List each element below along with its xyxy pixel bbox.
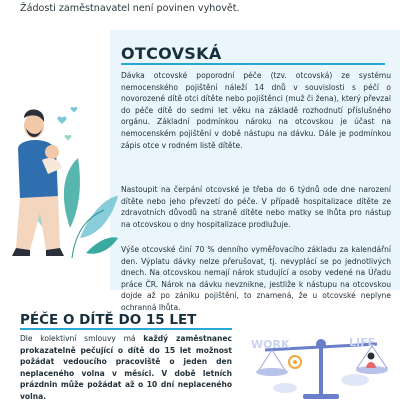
- work-life-balance-illustration: [245, 332, 400, 400]
- pece-title: PÉČE O DÍTĚ DO 15 LET: [20, 312, 197, 328]
- otcovska-title: OTCOVSKÁ: [121, 44, 222, 63]
- otcovska-paragraph-3: Výše otcovské činí 70 % denního vyměřovacího základu za kalendářní den. Výplatu dávky nelze přerušovat, tj. nevyplácí se po jednotlivých dnech. Na otcovskou nemají nárok studující a osoby vedené na Úřadu práce ČR. Nárok na dávku nevznikne, jestliže k nástupu na otcovskou dojde až po zániku pojištění, to znamená, že u otcovské neplyne ochranná lhůta.: [121, 245, 391, 312]
- pece-bold-2: V době letních prázdnin může požádat až o 10 dní neplaceného volna.: [20, 368, 232, 401]
- pece-paragraph: [20, 333, 232, 402]
- pece-title-underline: [20, 328, 232, 330]
- otcovska-paragraph-2: Nastoupit na čerpání otcovské je třeba do 6 týdnů ode dne narození dítěte nebo jeho převzetí do péče. V případě hospitalizace dítěte ze zdravotních důvodů na straně dítěte nebo matky se lhůta pro nástup na otcovskou o dny hospitalizace prodlužuje.: [121, 185, 391, 229]
- otcovska-paragraph-1: Dávka otcovské poporodní péče (tzv. otcovská) ze systému nemocenského pojištění náleží 14 dnů v souvislosti s péčí o novorozené dítě otci dítěte nebo pojištěnci (muž či žena), který převzal do péče dítě do sedmi let věku na základě rozhodnutí příslušného orgánu. Základní podmínkou nároku na otcovskou je účast na nemocenském pojištění v době nástupu na dávku. Dále je podmínkou zápis otce v rodném listě dítěte.: [121, 71, 391, 150]
- father-figure: [12, 109, 64, 256]
- pece-bold-1: každý zaměstnanec prokazatelně pečující o dítě do 15 let možnost požádat vedoucího pracoviště o jeden den neplaceného volna v měsíci.: [20, 334, 232, 378]
- work-label: WORK: [251, 338, 290, 351]
- top-line-text: Žádosti zaměstnavatel není povinen vyhovět.: [20, 3, 240, 14]
- father-with-baby-illustration: [0, 78, 118, 278]
- title-underline: [121, 63, 385, 65]
- heart-icons: [57, 107, 77, 140]
- life-label: LIFE: [349, 336, 376, 349]
- pece-intro: Dle kolektivní smlouvy má: [20, 334, 144, 343]
